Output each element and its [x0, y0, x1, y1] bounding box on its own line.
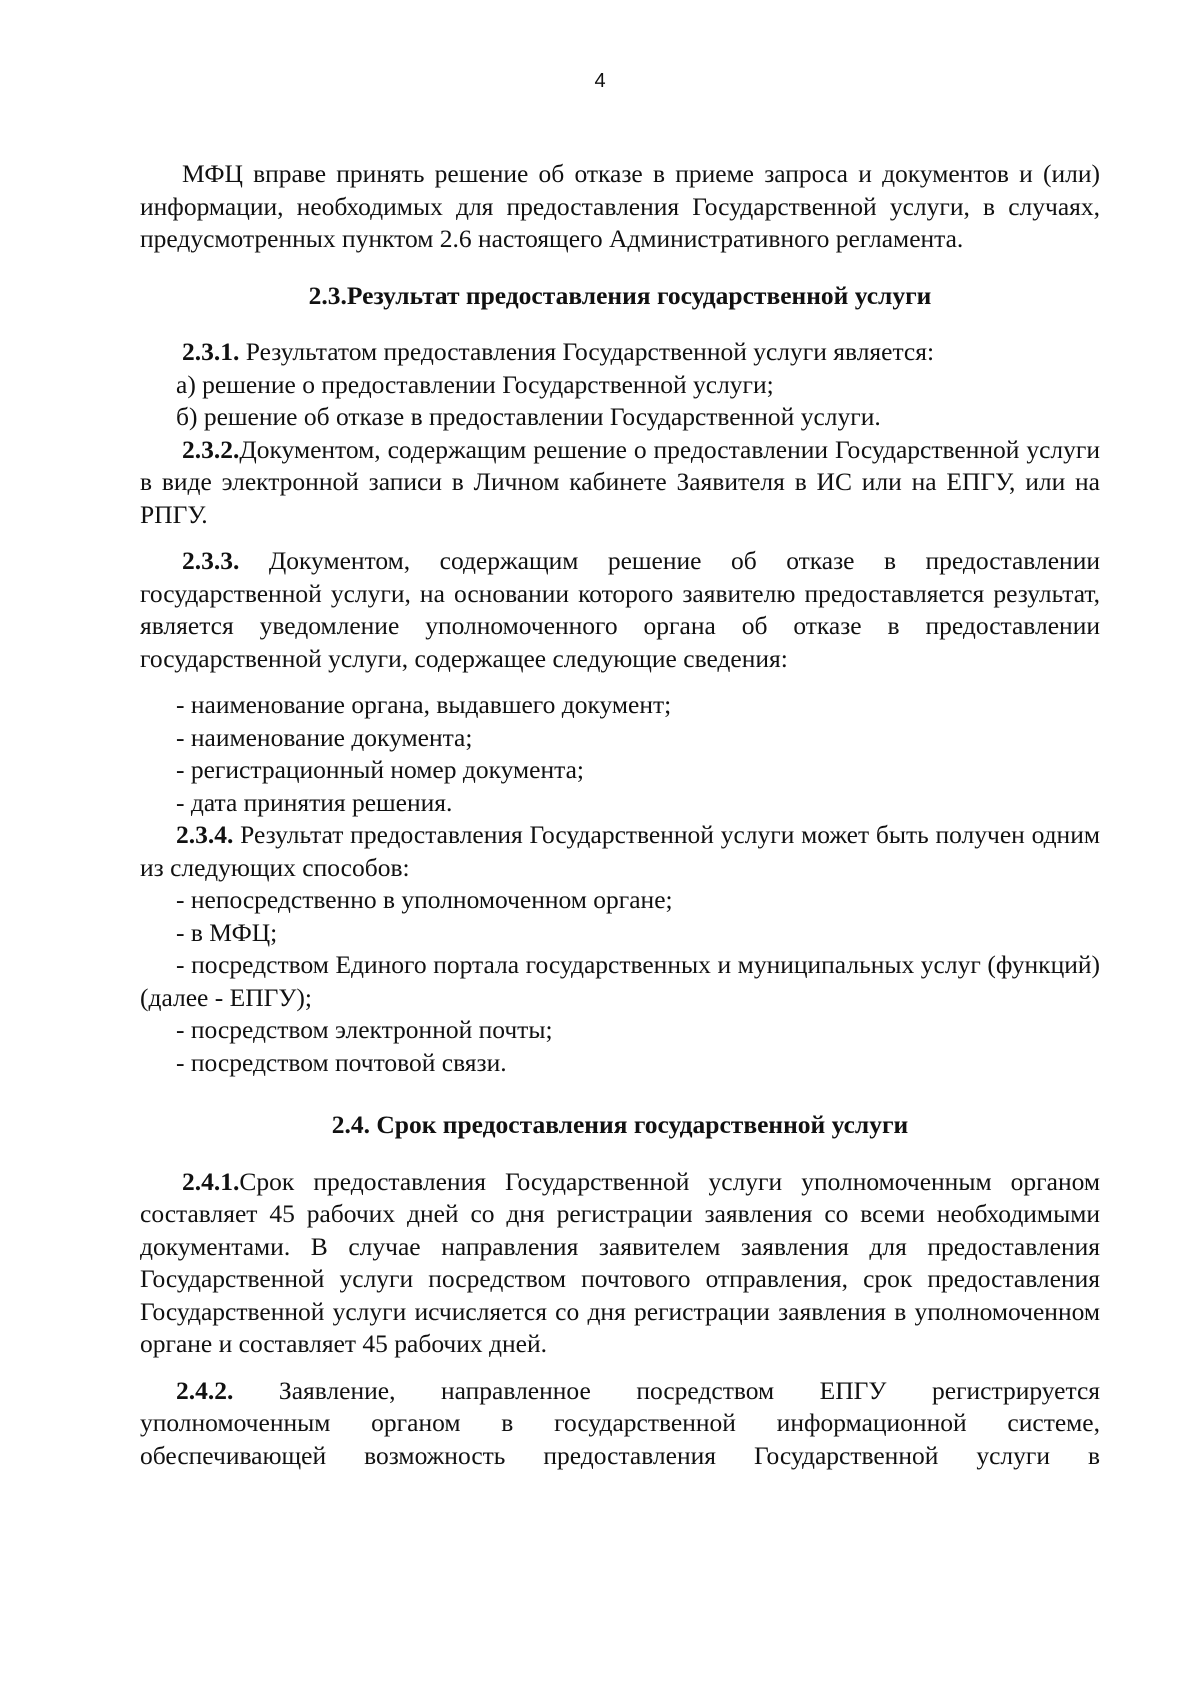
paragraph-2-4-2: [140, 1375, 1100, 1473]
spacer: [140, 675, 1100, 689]
list-item: - непосредственно в уполномоченном органе;: [176, 885, 673, 914]
paragraph-2-4-1: [140, 1166, 1100, 1361]
paragraph-2-3-1: [140, 336, 1100, 369]
intro-paragraph: МФЦ вправе принять решение об отказе в приеме запроса и документов и (или) информации, необходимых для предоставления Государственной услуги, в случаях, предусмотренных пунктом 2.6 настоящего Административного регламента.: [140, 159, 1100, 253]
section-heading-2-3: 2.3.Результат предоставления государственной услуги: [308, 280, 932, 310]
paragraph-2-3-2: [140, 434, 1100, 532]
clause-text: Срок предоставления Государственной услуги уполномоченным органом составляет 45 рабочих дней со дня регистрации заявления со всеми необходимыми документами. В случае направления заявителем заявления для предоставления Государственной услуги посредством почтового отправления, срок предоставления Государственной услуги исчисляется со дня регистрации заявления в уполномоченном органе и составляет 45 рабочих дней.: [140, 1166, 1100, 1358]
clause-text: Заявление, направленное посредством ЕПГУ регистрируется уполномоченным органом в государственной информационной системе, обеспечивающей возможность предоставления Государственной услуги в: [140, 1375, 1100, 1470]
page-number: 4: [594, 70, 606, 92]
list-item: - дата принятия решения.: [176, 787, 453, 817]
clause-number: 2.3.2.: [182, 434, 240, 464]
list-item: - в МФЦ;: [176, 917, 278, 947]
list-item: - посредством почтовой связи.: [176, 1047, 507, 1077]
list-item: - регистрационный номер документа;: [176, 755, 584, 784]
list-item: - посредством Единого портала государственных и муниципальных услуг (функций) (далее - ЕПГУ);: [140, 950, 1100, 1012]
spacer: [140, 531, 1100, 545]
clause-number: 2.3.3.: [182, 546, 240, 575]
clause-text: Документом, содержащим решение об отказе в предоставлении государственной услуги, на основании которого заявителю предоставляется результат, является уведомление уполномоченного органа об отказе в предоставлении государственной услуги, содержащее следующие сведения:: [140, 546, 1100, 673]
clause-text: Результат предоставления Государственной услуги может быть получен одним из следующих способов:: [140, 820, 1100, 882]
clause-number: 2.4.2.: [176, 1375, 234, 1405]
list-item: - наименование документа;: [176, 722, 473, 752]
section-heading-2-4: 2.4. Срок предоставления государственной услуги: [331, 1110, 909, 1139]
list-item: - посредством электронной почты;: [176, 1015, 553, 1044]
clause-number: 2.3.1.: [182, 337, 240, 366]
list-item: - наименование органа, выдавшего документ;: [176, 690, 672, 719]
clause-number: 2.3.4.: [176, 820, 234, 849]
clause-text: Документом, содержащим решение о предоставлении Государственной услуги в виде электронной записи в Личном кабинете Заявителя в ИС или на ЕПГУ, или на РПГУ.: [140, 434, 1100, 529]
list-item: а) решение о предоставлении Государственной услуги;: [176, 369, 774, 399]
paragraph-2-3-4: [140, 819, 1100, 884]
spacer: [140, 1361, 1100, 1375]
paragraph-2-3-3: [140, 545, 1100, 675]
list-item: б) решение об отказе в предоставлении Государственной услуги.: [176, 402, 881, 431]
clause-number: 2.4.1.: [182, 1166, 240, 1196]
clause-text: Результатом предоставления Государственной услуги является:: [239, 337, 935, 366]
document-body: [140, 158, 1100, 1472]
